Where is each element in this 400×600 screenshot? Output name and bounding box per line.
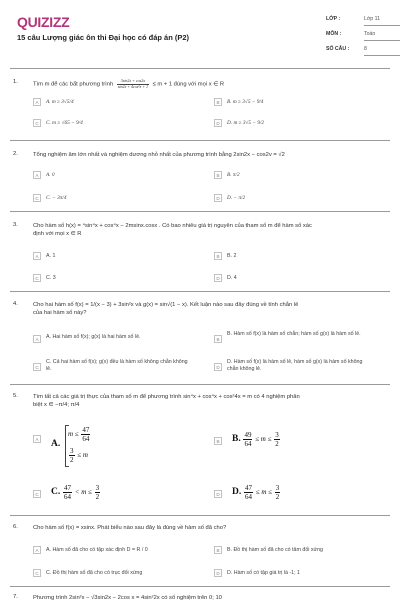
fraction [95, 484, 101, 501]
meta-label: LỚP : [326, 16, 341, 22]
fraction-numerator: 3 [275, 431, 279, 439]
option-letter-box: A [33, 546, 41, 554]
option-letter-box: C [33, 274, 41, 282]
question-divider [10, 291, 390, 292]
option-text: D. m ≥ 3√5 − 9/2 [227, 119, 265, 126]
question-number: 1. [13, 79, 18, 85]
question-number: 2. [13, 151, 18, 157]
question-text-part: Tìm m để các bất phương trình [33, 81, 114, 88]
fraction-denominator: 64 [245, 493, 252, 501]
option-text: D. − π/2 [227, 194, 246, 201]
option-letter-box: A [33, 252, 41, 260]
option-letter-box: D [214, 274, 222, 282]
option-c-formula [51, 484, 101, 501]
question-text: Cho hàm số f(x) = xsinx. Phát biểu nào sau đây là đúng về hàm số đã cho? [33, 525, 227, 531]
fraction [275, 484, 281, 501]
fraction-denominator: sin2x + 4cos²x + 1 [117, 83, 148, 89]
question-line: Tìm tất cả các giá trị thực của tham số m để phương trình sin⁴x + cos⁴x + cos²4x = m có 4 nghiệm phân [33, 394, 300, 400]
question-text [33, 222, 388, 238]
option-text: B. m ≥ 3√5 − 9/4 [227, 98, 264, 105]
question-fraction [117, 79, 149, 89]
fraction-denominator: 64 [244, 440, 252, 448]
option-text: A. Hai hàm số f(x); g(x) là hai hàm số lẻ. [46, 334, 141, 340]
system-line-2 [68, 447, 88, 464]
option-label: C. [51, 487, 61, 498]
fraction-numerator: 47 [64, 484, 71, 492]
option-letter-box: B [214, 546, 222, 554]
fraction-denominator: 2 [95, 493, 100, 501]
question-text [33, 393, 388, 409]
option-text: D. Hàm số f(x) là hàm số lẻ, hàm số g(x) là hàm số không chẵn không lẻ. [227, 359, 363, 372]
question-text: Tổng nghiệm âm lớn nhất và nghiệm dương nhỏ nhất của phương trình bằng 2sin2x − cos2v = √2 [33, 152, 285, 158]
inequality-text: ≤ m ≤ [255, 488, 272, 497]
option-text: D. 4 [227, 274, 237, 281]
question-text: Phương trình 2sin²x − √3sin2x − 2cos x = 4sin²2x có số nghiệm trên 0; 10 [33, 595, 222, 600]
option-letter-box: D [214, 490, 222, 498]
option-letter-box: B [214, 437, 222, 445]
option-letter-box: D [214, 119, 222, 127]
option-letter-box: D [214, 363, 222, 371]
question-line: Cho hai hàm số f(x) = 1/(x − 3) + 3sin²x và g(x) = sin√(1 − x). Kết luận nào sau đây đúng về tính chẵn lẻ [33, 302, 299, 308]
option-letter-box: C [33, 490, 41, 498]
meta-value: 8 [364, 46, 367, 52]
option-letter-box: A [33, 171, 41, 179]
option-letter-box: B [214, 335, 222, 343]
quizizz-logo: QUIZIZZ [17, 14, 70, 30]
option-letter-box: A [33, 335, 41, 343]
fraction-denominator: 2 [275, 440, 279, 448]
option-letter-box: B [214, 252, 222, 260]
option-letter-box: D [214, 194, 222, 202]
option-letter-box: C [33, 569, 41, 577]
question-number: 6. [13, 524, 18, 530]
question-divider [10, 586, 390, 587]
question-divider [10, 515, 390, 516]
question-text [33, 79, 388, 89]
meta-label: MÔN : [326, 31, 342, 37]
option-text: B. 2 [227, 252, 237, 259]
question-line: biệt x ∈ −π/4; π/4 [33, 402, 80, 408]
fraction-numerator: 3 [95, 484, 100, 492]
meta-value: Toán [364, 31, 376, 37]
fraction-denominator: 2 [275, 493, 280, 501]
fraction [244, 484, 253, 501]
fraction-denominator: 64 [64, 493, 71, 501]
question-number: 7. [13, 594, 18, 600]
meta-underline [364, 55, 400, 56]
question-line: định với mọi x ∈ R [33, 231, 82, 237]
option-text: A. Hàm số đã cho có tập xác định D = R / 0 [46, 546, 148, 553]
system-line-1 [68, 426, 91, 443]
question-number: 5. [13, 393, 18, 399]
option-letter-box: C [33, 119, 41, 127]
inequality-text: ≤ m [77, 451, 88, 460]
option-letter-box: A [33, 435, 41, 443]
question-number: 4. [13, 301, 18, 307]
option-letter-box: B [214, 98, 222, 106]
fraction-numerator: 3 [70, 447, 74, 455]
fraction-numerator: 47 [82, 426, 90, 434]
option-label: A. [51, 439, 61, 449]
question-line: của hai hàm số này? [33, 310, 87, 316]
option-text: C. Đồ thị hàm số đã cho có trục đối xứng [46, 569, 143, 576]
option-text: C. 3 [46, 274, 56, 281]
option-letter-box: D [214, 569, 222, 577]
option-text: B. π/2 [227, 171, 240, 178]
option-text: C. Cả hai hàm số f(x); g(x) đều là hàm số không chẵn không lẻ. [46, 359, 188, 372]
fraction [81, 426, 90, 443]
fraction-denominator: 2 [70, 456, 74, 464]
question-divider [10, 140, 390, 141]
page-title: 15 câu Lượng giác ôn thi Đại học có đáp án (P2) [17, 33, 190, 42]
fraction-denominator: 64 [82, 435, 90, 443]
fraction-numerator: 3 [275, 484, 280, 492]
question-line: Cho hàm số h(x) = ⁴sin⁴x + cos⁴x − 2msinx.cosx . Có bao nhiêu giá trị nguyên của tham số m để hàm số xác [33, 223, 312, 229]
fraction-numerator: 3sin2x + cos2x [117, 79, 149, 85]
option-letter-box: B [214, 171, 222, 179]
option-text: B. Đồ thị hàm số đã cho có tâm đối xứng [227, 546, 323, 553]
option-b-formula [232, 431, 281, 448]
option-text: B. Hàm số f(x) là hàm số chẵn; hàm số g(x) là hàm số lẻ. [227, 331, 361, 337]
fraction [63, 484, 72, 501]
option-text: C. − 3π/4 [46, 194, 67, 201]
meta-label: SỐ CÂU : [326, 46, 350, 52]
option-text: A. 1 [46, 252, 56, 259]
option-letter-box: C [33, 363, 41, 371]
option-label: B. [232, 434, 241, 445]
option-text: C. m ≥ √65 − 9/4 [46, 119, 83, 126]
meta-value: Lớp 11 [364, 16, 380, 22]
option-text: A. m ≥ 3√5/4 [46, 98, 74, 105]
question-divider [10, 211, 390, 212]
fraction-numerator: 47 [245, 484, 252, 492]
fraction-numerator: 49 [244, 431, 252, 439]
inequality-text: ≤ m ≤ [255, 435, 272, 444]
fraction [274, 431, 280, 448]
option-text: A. 0 [46, 171, 55, 178]
question-number: 3. [13, 222, 18, 228]
meta-underline [364, 40, 400, 41]
option-letter-box: A [33, 98, 41, 106]
header-divider [10, 68, 390, 69]
meta-underline [364, 25, 400, 26]
option-d-formula [232, 484, 281, 501]
option-label: D. [232, 487, 242, 498]
fraction [69, 447, 75, 464]
option-text: D. Hàm số có tập giá trị là -1; 1 [227, 569, 301, 576]
question-divider [10, 384, 390, 385]
inequality-text: < m ≤ [74, 488, 92, 497]
question-text [33, 301, 388, 317]
worksheet-header [0, 0, 400, 66]
question-text-part: ≤ m + 1 đúng với mọi x ∈ R [152, 81, 225, 88]
inequality-text: m ≤ [68, 430, 79, 439]
option-letter-box: C [33, 194, 41, 202]
fraction [243, 431, 252, 448]
